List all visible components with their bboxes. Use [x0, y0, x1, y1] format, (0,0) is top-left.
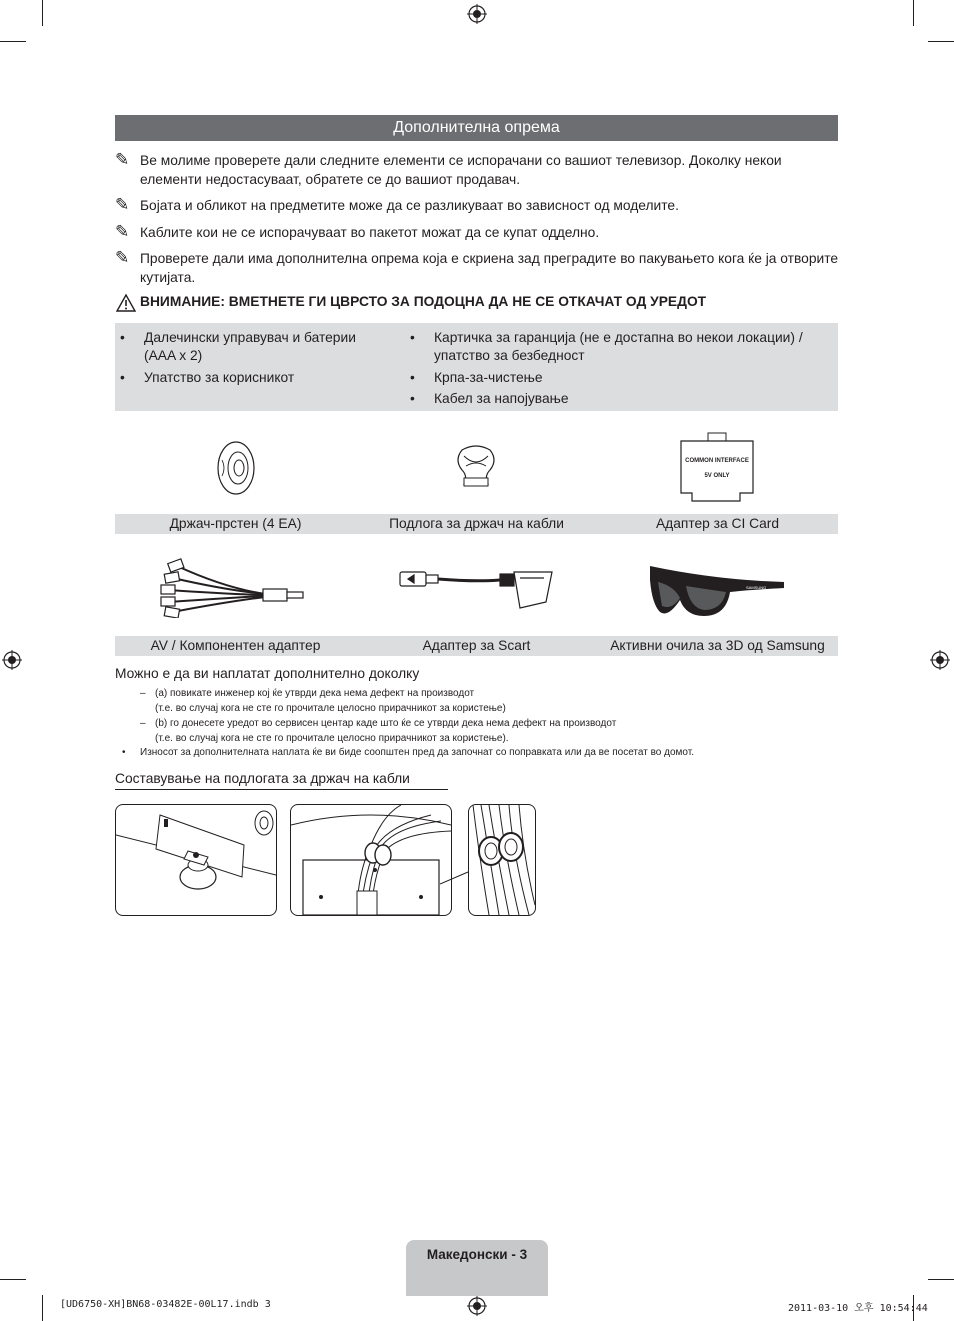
crop-mark — [913, 0, 914, 26]
warning-line — [115, 294, 706, 309]
assembly-title: Составување на подлогата за држач на кабли — [115, 771, 448, 790]
assembly-diagram-detail — [468, 804, 536, 916]
charges-bullet: Износот за дополнителната наплата ќе ви биде соопштен пред да започнат со поправката или да ве посетат во домот. — [140, 747, 695, 758]
pencil-note-icon: ✎ — [115, 195, 130, 214]
3d-glasses-image — [646, 560, 786, 622]
list-item: • Картичка за гаранција (не е достапна во некои локации) / упатство за безбедност — [405, 329, 825, 365]
charges-a-line1: (а) повикате инженер кој ќе утврди дека нема дефект на производот — [155, 688, 475, 699]
cable-holder-stand-image — [450, 440, 502, 492]
footer-timestamp: 2011-03-10 오후 10:54:44 — [788, 1303, 928, 1314]
crop-mark — [42, 1295, 43, 1321]
list-item: • Упатство за корисникот — [115, 369, 385, 387]
note-item — [115, 223, 840, 242]
warning-text: ВНИМАНИЕ: ВМЕТНЕТЕ ГИ ЦВРСТО ЗА ПОДОЦНА ДА НЕ СЕ ОТКАЧАТ ОД УРЕДОТ — [140, 294, 707, 309]
charges-b-line2: (т.е. во случај кога не сте го прочитале целосно прирачникот за користење). — [155, 733, 509, 744]
callout-line — [440, 870, 470, 890]
crop-mark — [0, 1279, 26, 1280]
crop-mark — [928, 41, 954, 42]
charges-intro: Можно е да ви наплатат дополнително доколку — [115, 666, 420, 681]
pencil-note-icon: ✎ — [115, 150, 130, 169]
registration-mark-icon — [467, 1296, 487, 1316]
caption-bar — [115, 514, 838, 534]
registration-mark-icon — [930, 650, 950, 670]
caption-holder-ring: Држач-прстен (4 EA) — [169, 516, 302, 531]
footer-file-info: [UD6750-XH]BN68-03482E-00L17.indb 3 — [60, 1299, 271, 1310]
pencil-note-icon: ✎ — [115, 222, 130, 241]
av-component-adapter-image — [155, 558, 310, 618]
caption-ci-card: Адаптер за CI Card — [655, 516, 780, 531]
caption-scart-adapter: Адаптер за Scart — [422, 638, 531, 653]
pencil-note-icon: ✎ — [115, 248, 130, 267]
ci-card-label-2: 5V ONLY — [704, 473, 730, 479]
dash-marker: – — [140, 688, 146, 699]
accessories-left-list — [115, 329, 385, 391]
crop-mark — [42, 0, 43, 26]
ci-card-label-1: COMMON INTERFACE — [685, 458, 749, 464]
dash-marker: – — [140, 718, 146, 729]
registration-mark-icon — [2, 650, 22, 670]
assembly-diagram-step1 — [115, 804, 277, 916]
charges-a-line2: (т.е. во случај кога не сте го прочитале целосно прирачникот за користење) — [155, 703, 506, 714]
note-text: Каблите кои не се испорачуваат во пакетот можат да се купат одделно. — [140, 225, 600, 240]
charges-b-line1: (b) го донесете уредот во сервисен центар каде што ќе се утврди дека нема дефект на производот — [155, 718, 617, 729]
list-item: • Далечински управувач и батерии (AAA x 2) — [115, 329, 385, 365]
note-text: Проверете дали има дополнителна опрема која е скриена зад преградите во пакувањето кога ќе ја отворите кутијата. — [140, 251, 839, 285]
scart-adapter-image — [396, 568, 556, 614]
list-item: • Крпа-за-чистење — [405, 369, 825, 387]
page-number-tab: Македонски - 3 — [406, 1240, 548, 1296]
glasses-brand-label: SAMSUNG — [746, 585, 767, 590]
crop-mark — [928, 1279, 954, 1280]
list-item: • Кабел за напојување — [405, 390, 825, 408]
ci-card-adapter-image — [678, 431, 756, 505]
note-item — [115, 249, 840, 287]
bullet-marker: • — [122, 747, 126, 758]
note-item — [115, 151, 840, 189]
note-text: Ве молиме проверете дали следните елементи се испорачани со вашиот телевизор. Доколку некои елементи недостасуваат, обратете се до вашиот продавач. — [140, 153, 782, 187]
holder-ring-image — [212, 440, 260, 496]
crop-mark — [0, 41, 26, 42]
caption-av-adapter: AV / Компонентен адаптер — [150, 638, 321, 653]
assembly-diagram-step2 — [290, 804, 452, 916]
warning-triangle-icon — [116, 294, 136, 312]
section-title: Дополнителна опрема — [115, 115, 838, 141]
note-item — [115, 196, 840, 215]
registration-mark-icon — [467, 4, 487, 24]
note-text: Бојата и обликот на предметите може да се разликуваат во зависност од моделите. — [140, 198, 679, 213]
caption-3d-glasses: Активни очила за 3D од Samsung — [610, 638, 825, 653]
caption-bar — [115, 636, 838, 656]
accessories-box — [115, 323, 838, 411]
accessories-right-list — [405, 329, 825, 412]
caption-cable-holder-stand: Подлога за држач на кабли — [389, 516, 564, 531]
